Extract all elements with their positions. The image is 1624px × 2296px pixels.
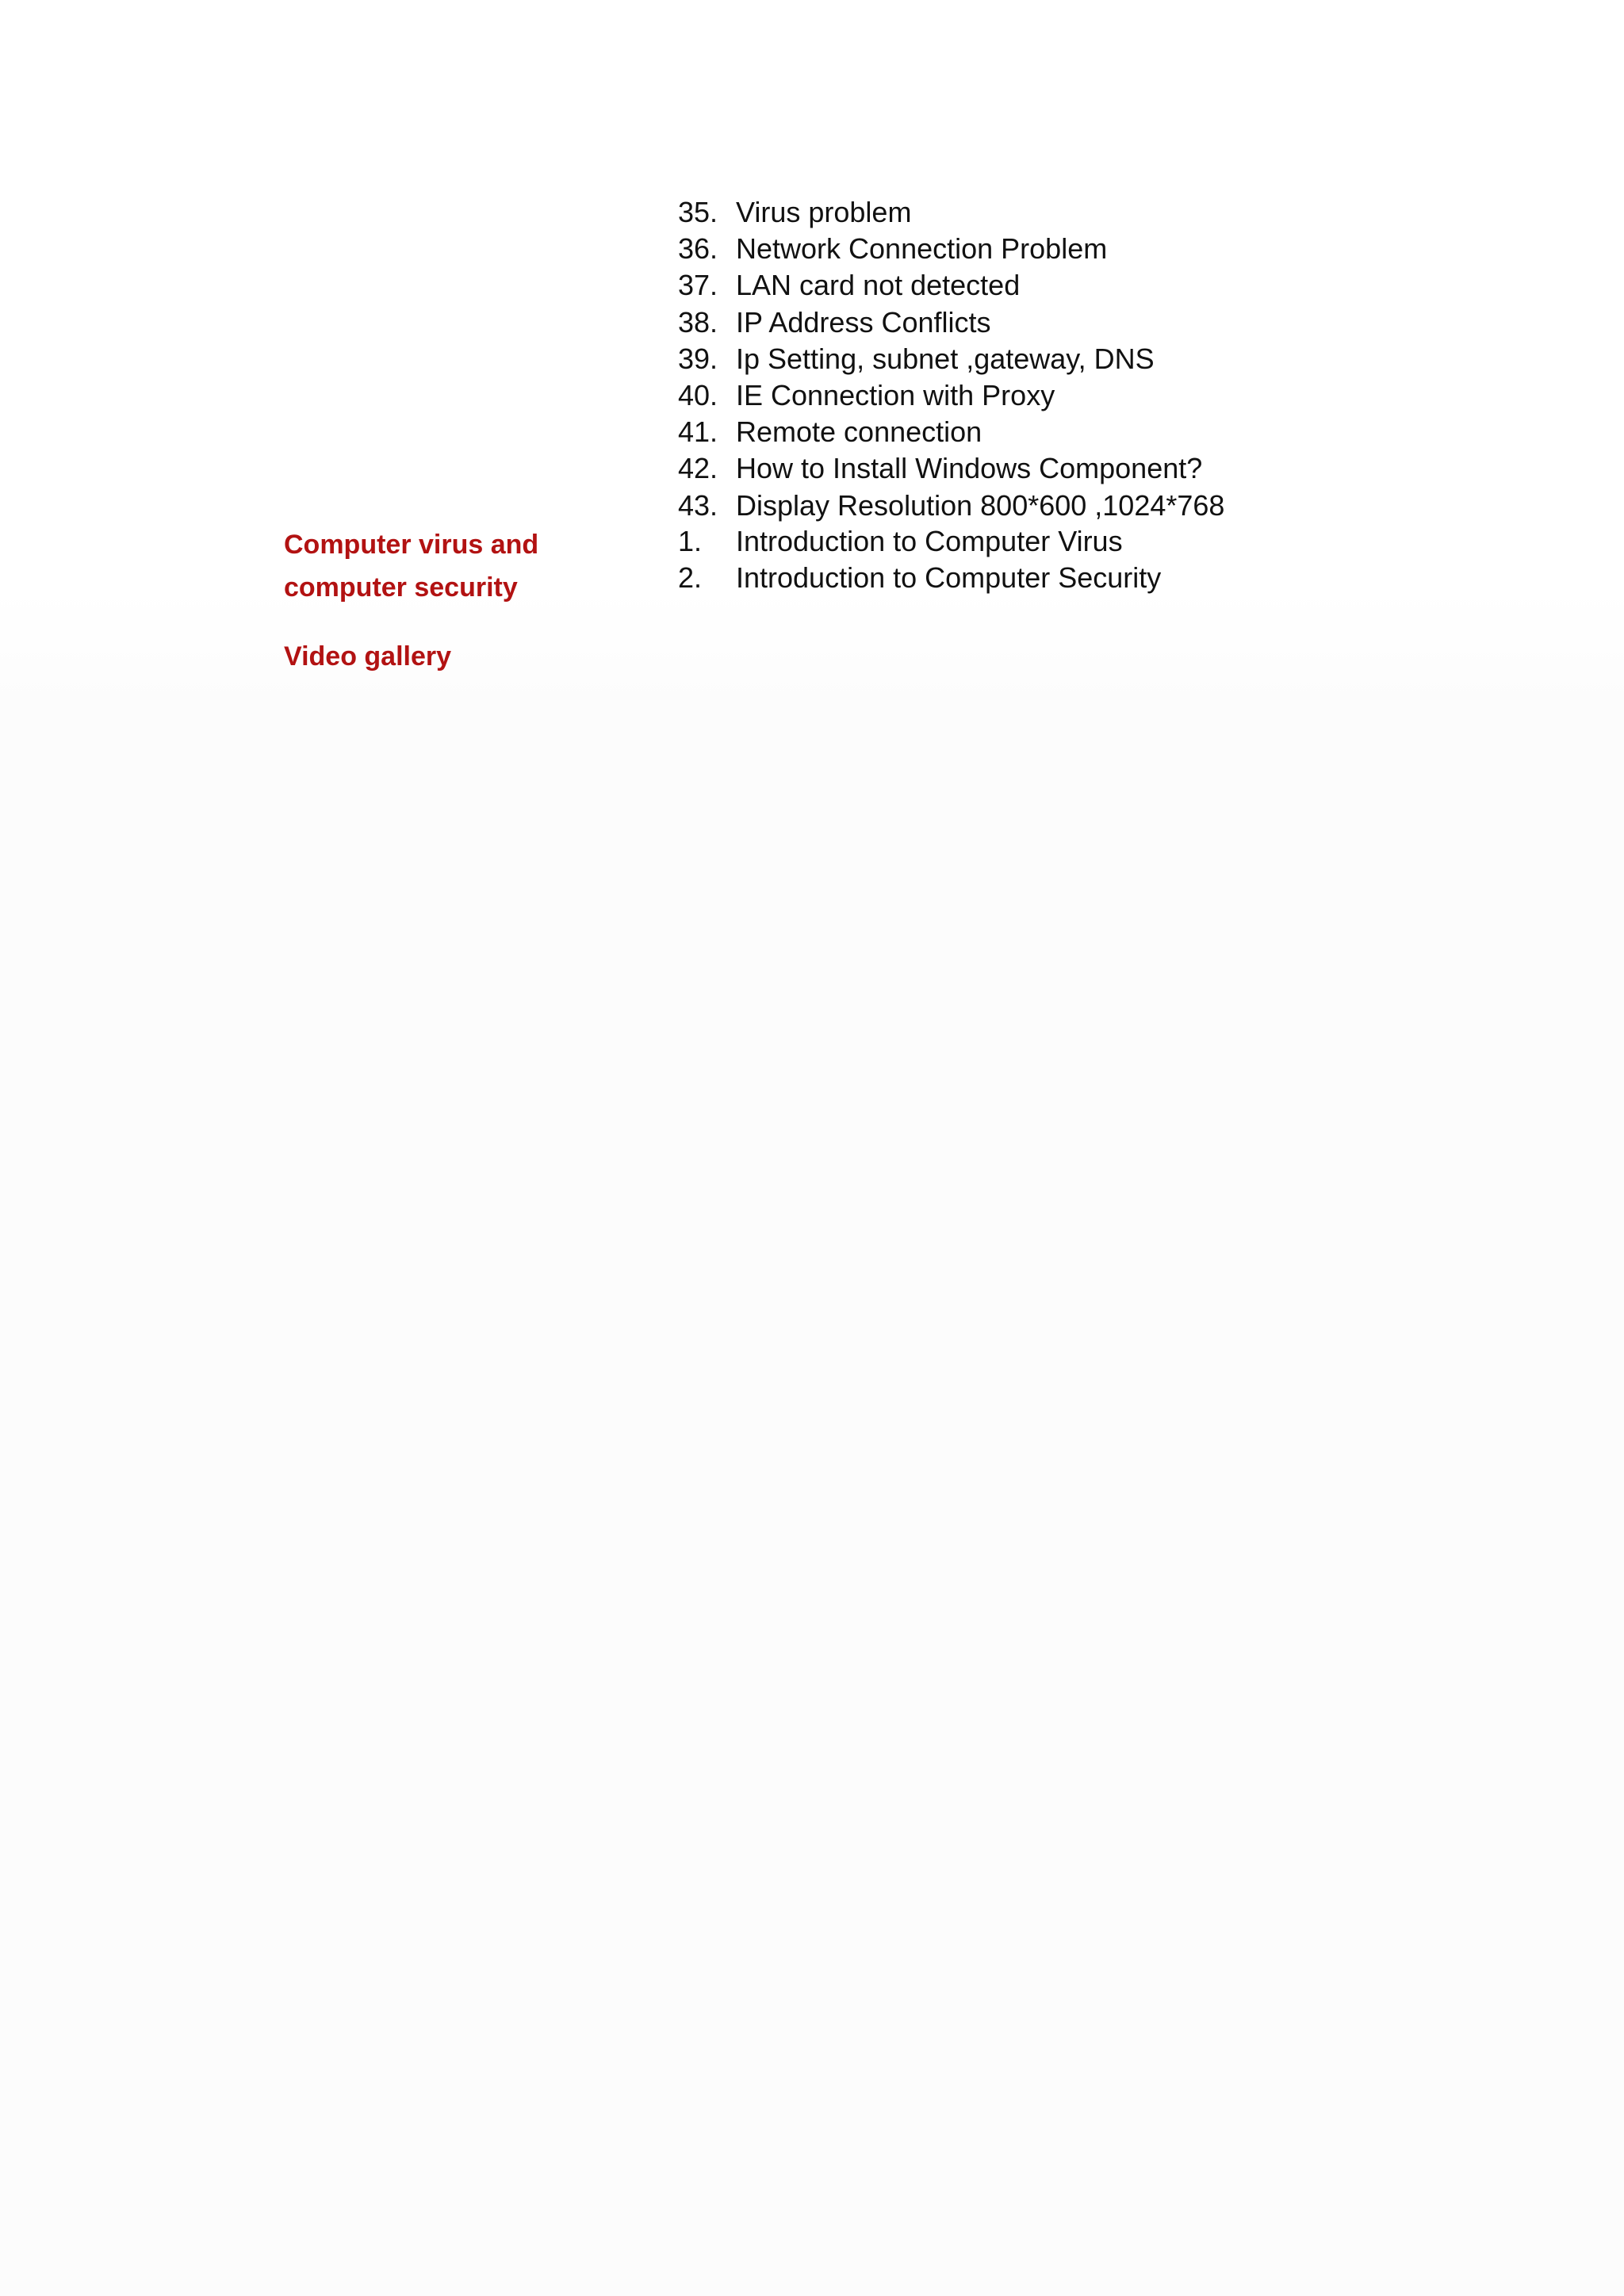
list-item-text: How to Install Windows Component? xyxy=(736,452,1203,485)
list-item-number: 35. xyxy=(678,196,718,228)
list-item-text: Network Connection Problem xyxy=(736,232,1108,266)
list-item-number: 39. xyxy=(678,342,718,375)
list-item-number: 42. xyxy=(678,452,718,485)
section-heading-line: computer security xyxy=(284,572,518,603)
list-item-number: 40. xyxy=(678,378,718,411)
list-item-text: LAN card not detected xyxy=(736,269,1021,302)
list-item-number: 2. xyxy=(678,561,703,595)
list-item-text: Virus problem xyxy=(736,196,912,228)
list-item-number: 36. xyxy=(678,232,718,266)
list-item-number: 37. xyxy=(678,269,718,302)
list-item-text: IP Address Conflicts xyxy=(736,305,991,339)
section-heading-computer-virus-security xyxy=(284,523,538,609)
list-item-number: 41. xyxy=(678,415,718,449)
list-item-text: IE Connection with Proxy xyxy=(736,378,1055,411)
list-item-text: Ip Setting, subnet ,gateway, DNS xyxy=(736,342,1155,375)
list-item-number: 38. xyxy=(678,305,718,339)
section-heading-line: Computer virus and xyxy=(284,530,539,560)
list-item-number: 1. xyxy=(678,525,703,557)
list-item-text: Display Resolution 800*600 ,1024*768 xyxy=(736,488,1225,522)
list-item-text: Remote connection xyxy=(736,415,982,449)
list-item-text: Introduction to Computer Virus xyxy=(736,525,1123,557)
list-item-number: 43. xyxy=(678,488,718,522)
list-item-text: Introduction to Computer Security xyxy=(736,561,1162,595)
section-heading-video-gallery: Video gallery xyxy=(284,641,452,672)
